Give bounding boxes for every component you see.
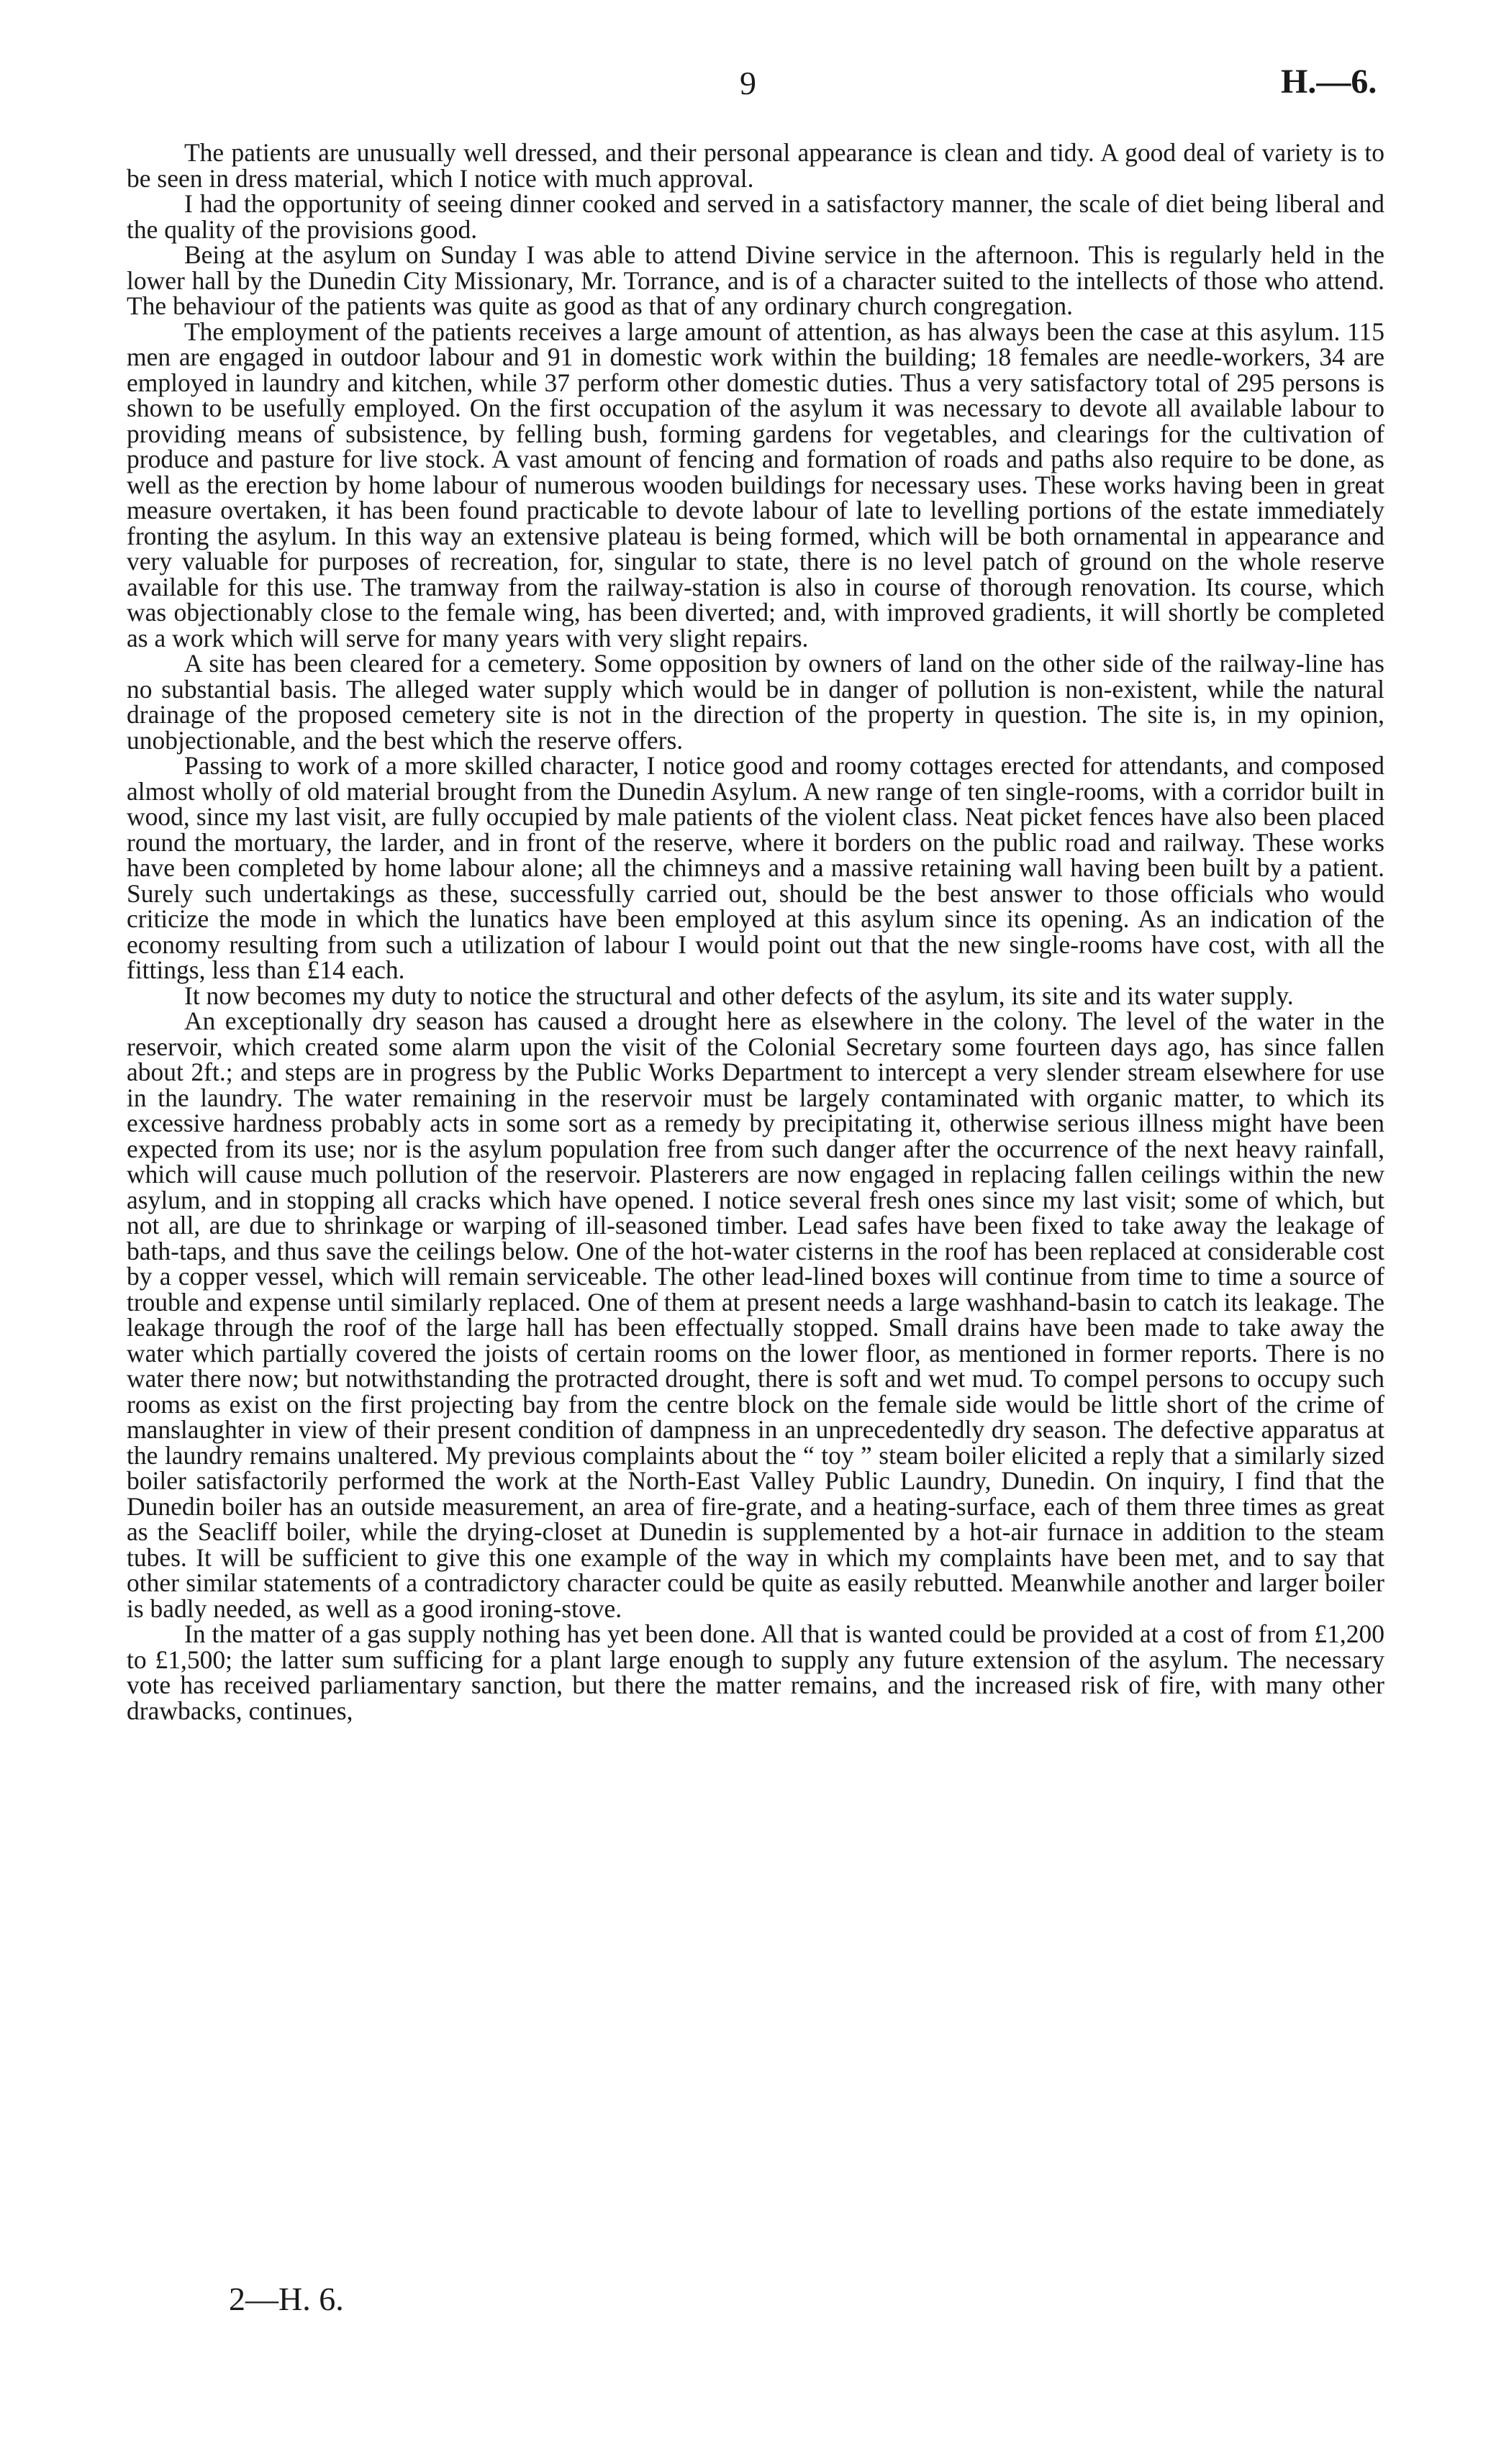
page-number: 9	[740, 65, 756, 101]
paragraph-divine-service: Being at the asylum on Sunday I was able to attend Divine service in the afternoon. This is regularly held in the lower hall by the Dunedin City Missionary, Mr. Torrance, and is of a character suited to the intellects of those who attend. The behaviour of the patients was quite as good as that of any ordinary church congregation.	[127, 240, 1384, 320]
paragraph-patient-dress: The patients are unusually well dressed, and their personal appearance is clean and tidy. A good deal of variety is to be seen in dress material, which I notice with much approval.	[127, 138, 1384, 193]
paragraph-diet: I had the opportunity of seeing dinner cooked and served in a satisfactory manner, the scale of diet being liberal and the quality of the provisions good.	[127, 189, 1384, 244]
paragraph-gas-supply: In the matter of a gas supply nothing has yet been done. All that is wanted could be provided at a cost of from £1,200 to £1,500; the latter sum sufficing for a plant large enough to supply any future extension of the asylum. The necessary vote has received parliamentary sanction, but there the matter remains, and the increased risk of fire, with many other drawbacks, continues,	[127, 1619, 1384, 1725]
paragraph-cemetery: A site has been cleared for a cemetery. Some opposition by owners of land on the other side of the railway-line has no substantial basis. The alleged water supply which would be in danger of pollution is non-existent, while the natural drainage of the proposed cemetery site is not in the direction of the property in question. The site is, in my opinion, unobjectionable, and the best which the reserve offers.	[127, 649, 1384, 755]
paragraph-skilled-work: Passing to work of a more skilled character, I notice good and roomy cottages erected for attendants, and composed almost wholly of old material brought from the Dunedin Asylum. A new range of ten single-rooms, with a corridor built in wood, since my last visit, are fully occupied by male patients of the violent class. Neat picket fences have also been placed round the mortuary, the larder, and in front of the reserve, where it borders on the public road and railway. These works have been completed by home labour alone; all the chimneys and a massive retaining wall having been built by a patient. Surely such undertakings as these, successfully carried out, should be the best answer to those officials who would criticize the mode in which the lunatics have been employed at this asylum since its opening. As an indication of the economy resulting from such a utilization of labour I would point out that the new single-rooms have cost, with all the fittings, less than £14 each.	[127, 751, 1384, 984]
paragraph-defects-intro: It now becomes my duty to notice the structural and other defects of the asylum, its site and its water supply.	[184, 981, 1294, 1010]
printer-signature: 2—H. 6.	[229, 2281, 344, 2317]
report-code: H.—6.	[1281, 63, 1377, 101]
paragraph-employment: The employment of the patients receives a large amount of attention, as has always been the case at this asylum. 115 men are engaged in outdoor labour and 91 in domestic work within the building; 18 females are needle-workers, 34 are employed in laundry and kitchen, while 37 perform other domestic duties. Thus a very satisfactory total of 295 persons is shown to be usefully employed. On the first occupation of the asylum it was necessary to devote all available labour to providing means of subsistence, by felling bush, forming gardens for vegetables, and clearings for the cultivation of produce and pasture for live stock. A vast amount of fencing and formation of roads and paths also require to be done, as well as the erection by home labour of numerous wooden buildings for necessary uses. These works having been in great measure overtaken, it has been found practicable to devote labour of late to levelling portions of the estate immediately fronting the asylum. In this way an extensive plateau is being formed, which will be both ornamental in appearance and very valuable for purposes of recreation, for, singular to state, there is no level patch of ground on the whole reserve available for this use. The tramway from the railway-station is also in course of thorough renovation. Its course, which was objectionably close to the female wing, has been diverted; and, with improved gradients, it will shortly be completed as a work which will serve for many years with very slight repairs.	[127, 317, 1384, 653]
body-text	[127, 140, 1384, 1724]
paragraph-water-and-structure: An exceptionally dry season has caused a drought here as elsewhere in the colony. The level of the water in the reservoir, which created some alarm upon the visit of the Colonial Secretary some fourteen days ago, has since fallen about 2ft.; and steps are in progress by the Public Works Department to intercept a very slender stream elsewhere for use in the laundry. The water remaining in the reservoir must be largely contaminated with organic matter, to which its excessive hardness probably acts in some sort as a remedy by precipitating it, otherwise serious illness might have been expected from its use; nor is the asylum population free from such danger after the occurrence of the next heavy rainfall, which will cause much pollution of the reservoir. Plasterers are now engaged in replacing fallen ceilings within the new asylum, and in stopping all cracks which have opened. I notice several fresh ones since my last visit; some of which, but not all, are due to shrinkage or warping of ill-seasoned timber. Lead safes have been fixed to take away the leakage of bath-taps, and thus save the ceilings below. One of the hot-water cisterns in the roof has been replaced at considerable cost by a copper vessel, which will remain serviceable. The other lead-lined boxes will continue from time to time a source of trouble and expense until similarly replaced. One of them at present needs a large washhand-basin to catch its leakage. The leakage through the roof of the large hall has been effectually stopped. Small drains have been made to take away the water which partially covered the joists of certain rooms on the lower floor, as mentioned in former reports. There is no water there now; but notwithstanding the protracted drought, there is soft and wet mud. To compel persons to occupy such rooms as exist on the first projecting bay from the centre block on the female side would be little short of the crime of manslaughter in view of their present condition of dampness in an unprecedentedly dry season. The defective apparatus at the laundry remains unaltered. My previous complaints about the “ toy ” steam boiler elicited a reply that a similarly sized boiler satisfactorily performed the work at the North-East Valley Public Laundry, Dunedin. On inquiry, I find that the Dunedin boiler has an outside measurement, an area of fire-grate, and a heating-surface, each of them three times as great as the Seacliff boiler, while the drying-closet at Dunedin is supplemented by a hot-air furnace in addition to the steam tubes. It will be sufficient to give this one example of the way in which my complaints have been met, and to say that other similar statements of a contradictory character could be quite as easily rebutted. Meanwhile another and larger boiler is badly needed, as well as a good ironing-stove.	[127, 1006, 1384, 1623]
